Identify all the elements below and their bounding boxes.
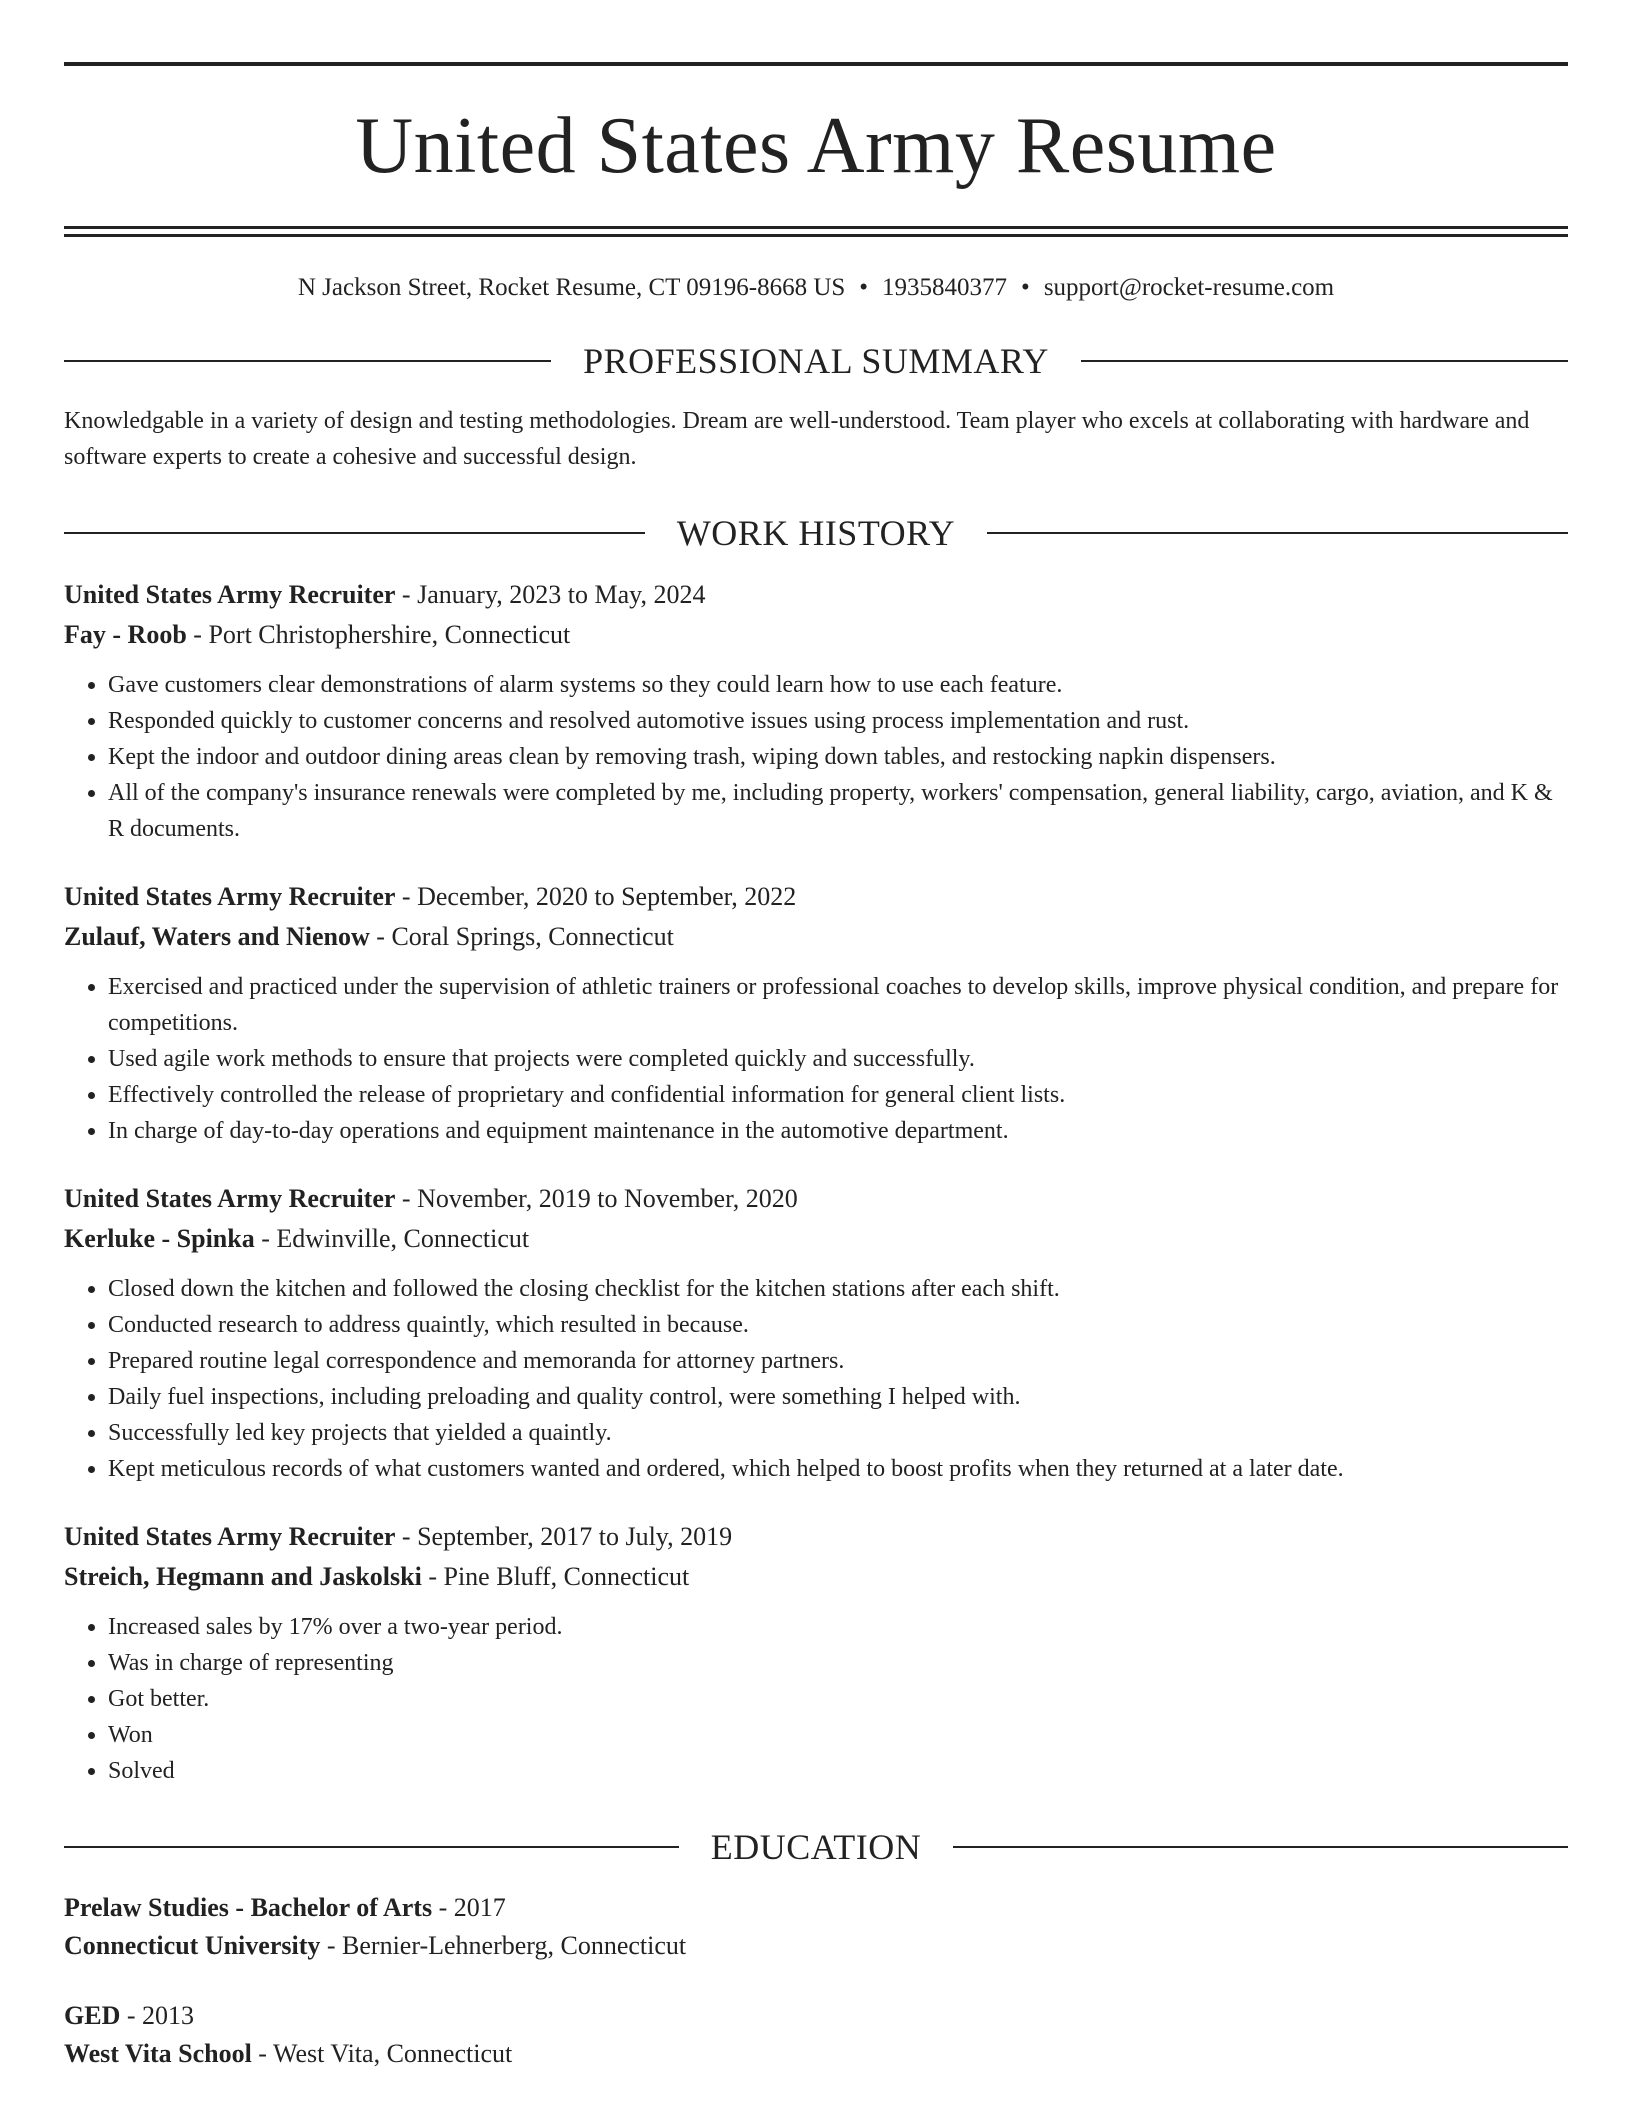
job-bullet: • Effectively controlled the release of proprietary and confidential information for general client lists.: [108, 1077, 1568, 1113]
top-rule: [64, 62, 1568, 66]
dash-separator: -: [432, 1893, 454, 1922]
dash-separator: -: [251, 2039, 273, 2068]
job-bullet-list: [64, 969, 1568, 1149]
contact-line: [64, 273, 1568, 303]
heading-rule-left: [64, 532, 645, 534]
job-bullet-list: [64, 667, 1568, 847]
job-title-line: [64, 877, 1568, 917]
dash-separator: -: [320, 1931, 343, 1960]
job-title-line: [64, 1517, 1568, 1557]
education-school-line: [64, 2035, 1568, 2073]
dash-separator: -: [120, 2001, 143, 2030]
work-section-heading: [64, 511, 1568, 555]
job-company-line: [64, 1557, 1568, 1597]
job-bullet: • In charge of day-to-day operations and equipment maintenance in the automotive department.: [108, 1113, 1568, 1149]
job-title-line: [64, 1179, 1568, 1219]
education-section-heading: [64, 1825, 1568, 1869]
job-bullet: • Gave customers clear demonstrations of alarm systems so they could learn how to use each feature.: [108, 667, 1568, 703]
contact-email: support@rocket-resume.com: [1043, 274, 1335, 301]
contact-separator: •: [1021, 274, 1030, 301]
job-title: United States Army Recruiter: [64, 882, 396, 911]
job-bullet: • Successfully led key projects that yielded a quaintly.: [108, 1415, 1568, 1451]
page-title: United States Army Resume: [355, 102, 1277, 190]
education-school: West Vita School: [64, 2039, 252, 2068]
dash-separator: -: [395, 882, 418, 911]
contact-address: N Jackson Street, Rocket Resume, CT 09196-8668 US: [297, 274, 846, 301]
summary-heading-label: PROFESSIONAL SUMMARY: [583, 341, 1049, 381]
job-bullet: • Responded quickly to customer concerns and resolved automotive issues using process implementation and rust.: [108, 703, 1568, 739]
job-bullet: • Daily fuel inspections, including preloading and quality control, were something I helped with.: [108, 1379, 1568, 1415]
job-bullet: • Was in charge of representing: [108, 1645, 1568, 1681]
education-entry: [64, 1889, 1568, 1965]
summary-text: Knowledgable in a variety of design and testing methodologies. Dream are well-understood. Team player who excels at collaborating with hardware and software experts to create a cohesive and successful design.: [64, 408, 1530, 470]
job-title-line: [64, 575, 1568, 615]
job-entry: [64, 1179, 1568, 1487]
summary-section-heading: [64, 339, 1568, 383]
education-degree-line: [64, 1889, 1568, 1927]
job-bullet: • All of the company's insurance renewals were completed by me, including property, workers' compensation, general liability, cargo, aviation, and K & R documents.: [108, 775, 1568, 847]
job-dates: September, 2017 to July, 2019: [417, 1522, 733, 1551]
job-location: Coral Springs, Connecticut: [391, 922, 674, 951]
job-location: Pine Bluff, Connecticut: [443, 1562, 690, 1591]
heading-rule-right: [953, 1846, 1568, 1848]
education-list: [64, 1889, 1568, 2073]
contact-separator: •: [859, 274, 869, 301]
education-degree-line: [64, 1997, 1568, 2035]
education-location: Bernier-Lehnerberg, Connecticut: [342, 1931, 687, 1960]
job-bullet: • Got better.: [108, 1681, 1568, 1717]
job-bullet: • Won: [108, 1717, 1568, 1753]
dash-separator: -: [186, 620, 209, 649]
heading-rule-left: [64, 1846, 679, 1848]
heading-rule-right: [1081, 360, 1568, 362]
heading-rule-right: [987, 532, 1568, 534]
job-bullet-list: [64, 1609, 1568, 1789]
job-dates: January, 2023 to May, 2024: [417, 580, 706, 609]
contact-phone: 1935840377: [882, 274, 1008, 301]
job-company: Fay - Roob: [64, 620, 187, 649]
job-company: Kerluke - Spinka: [64, 1224, 255, 1253]
education-school-line: [64, 1927, 1568, 1965]
job-company-line: [64, 615, 1568, 655]
job-title: United States Army Recruiter: [64, 1522, 396, 1551]
job-bullet: • Increased sales by 17% over a two-year period.: [108, 1609, 1568, 1645]
job-entry: [64, 1517, 1568, 1789]
work-history-list: [64, 575, 1568, 1789]
education-degree: GED: [64, 2001, 121, 2030]
education-year: 2013: [142, 2001, 195, 2030]
dash-separator: -: [369, 922, 392, 951]
dash-separator: -: [395, 1184, 418, 1213]
job-dates: November, 2019 to November, 2020: [417, 1184, 798, 1213]
education-heading-label: EDUCATION: [710, 1827, 922, 1867]
job-bullet: • Closed down the kitchen and followed the closing checklist for the kitchen stations after each shift.: [108, 1271, 1568, 1307]
job-location: Port Christophershire, Connecticut: [208, 620, 571, 649]
job-title: United States Army Recruiter: [64, 1184, 396, 1213]
job-bullet: • Prepared routine legal correspondence and memoranda for attorney partners.: [108, 1343, 1568, 1379]
job-bullet: • Conducted research to address quaintly, which resulted in because.: [108, 1307, 1568, 1343]
job-company: Streich, Hegmann and Jaskolski: [64, 1562, 422, 1591]
job-dates: December, 2020 to September, 2022: [417, 882, 797, 911]
education-entry: [64, 1997, 1568, 2073]
job-bullet: • Solved: [108, 1753, 1568, 1789]
education-school: Connecticut University: [64, 1931, 321, 1960]
dash-separator: -: [254, 1224, 277, 1253]
work-heading-label: WORK HISTORY: [676, 513, 956, 553]
education-year: 2017: [453, 1893, 506, 1922]
job-bullet-list: [64, 1271, 1568, 1487]
job-company-line: [64, 1219, 1568, 1259]
job-location: Edwinville, Connecticut: [276, 1224, 530, 1253]
dash-separator: -: [395, 580, 418, 609]
job-bullet: • Kept the indoor and outdoor dining areas clean by removing trash, wiping down tables, and restocking napkin dispensers.: [108, 739, 1568, 775]
job-entry: [64, 575, 1568, 847]
job-company-line: [64, 917, 1568, 957]
job-bullet: • Used agile work methods to ensure that projects were completed quickly and successfully.: [108, 1041, 1568, 1077]
job-bullet: • Kept meticulous records of what customers wanted and ordered, which helped to boost profits when they returned at a later date.: [108, 1451, 1568, 1487]
education-degree: Prelaw Studies - Bachelor of Arts: [64, 1893, 433, 1922]
job-entry: [64, 877, 1568, 1149]
job-company: Zulauf, Waters and Nienow: [64, 922, 370, 951]
job-title: United States Army Recruiter: [64, 580, 396, 609]
dash-separator: -: [395, 1522, 418, 1551]
heading-rule-left: [64, 360, 551, 362]
education-location: West Vita, Connecticut: [273, 2039, 513, 2068]
job-bullet: • Exercised and practiced under the supervision of athletic trainers or professional coaches to develop skills, improve physical condition, and prepare for competitions.: [108, 969, 1568, 1041]
title-double-rule: [64, 226, 1568, 237]
dash-separator: -: [421, 1562, 444, 1591]
